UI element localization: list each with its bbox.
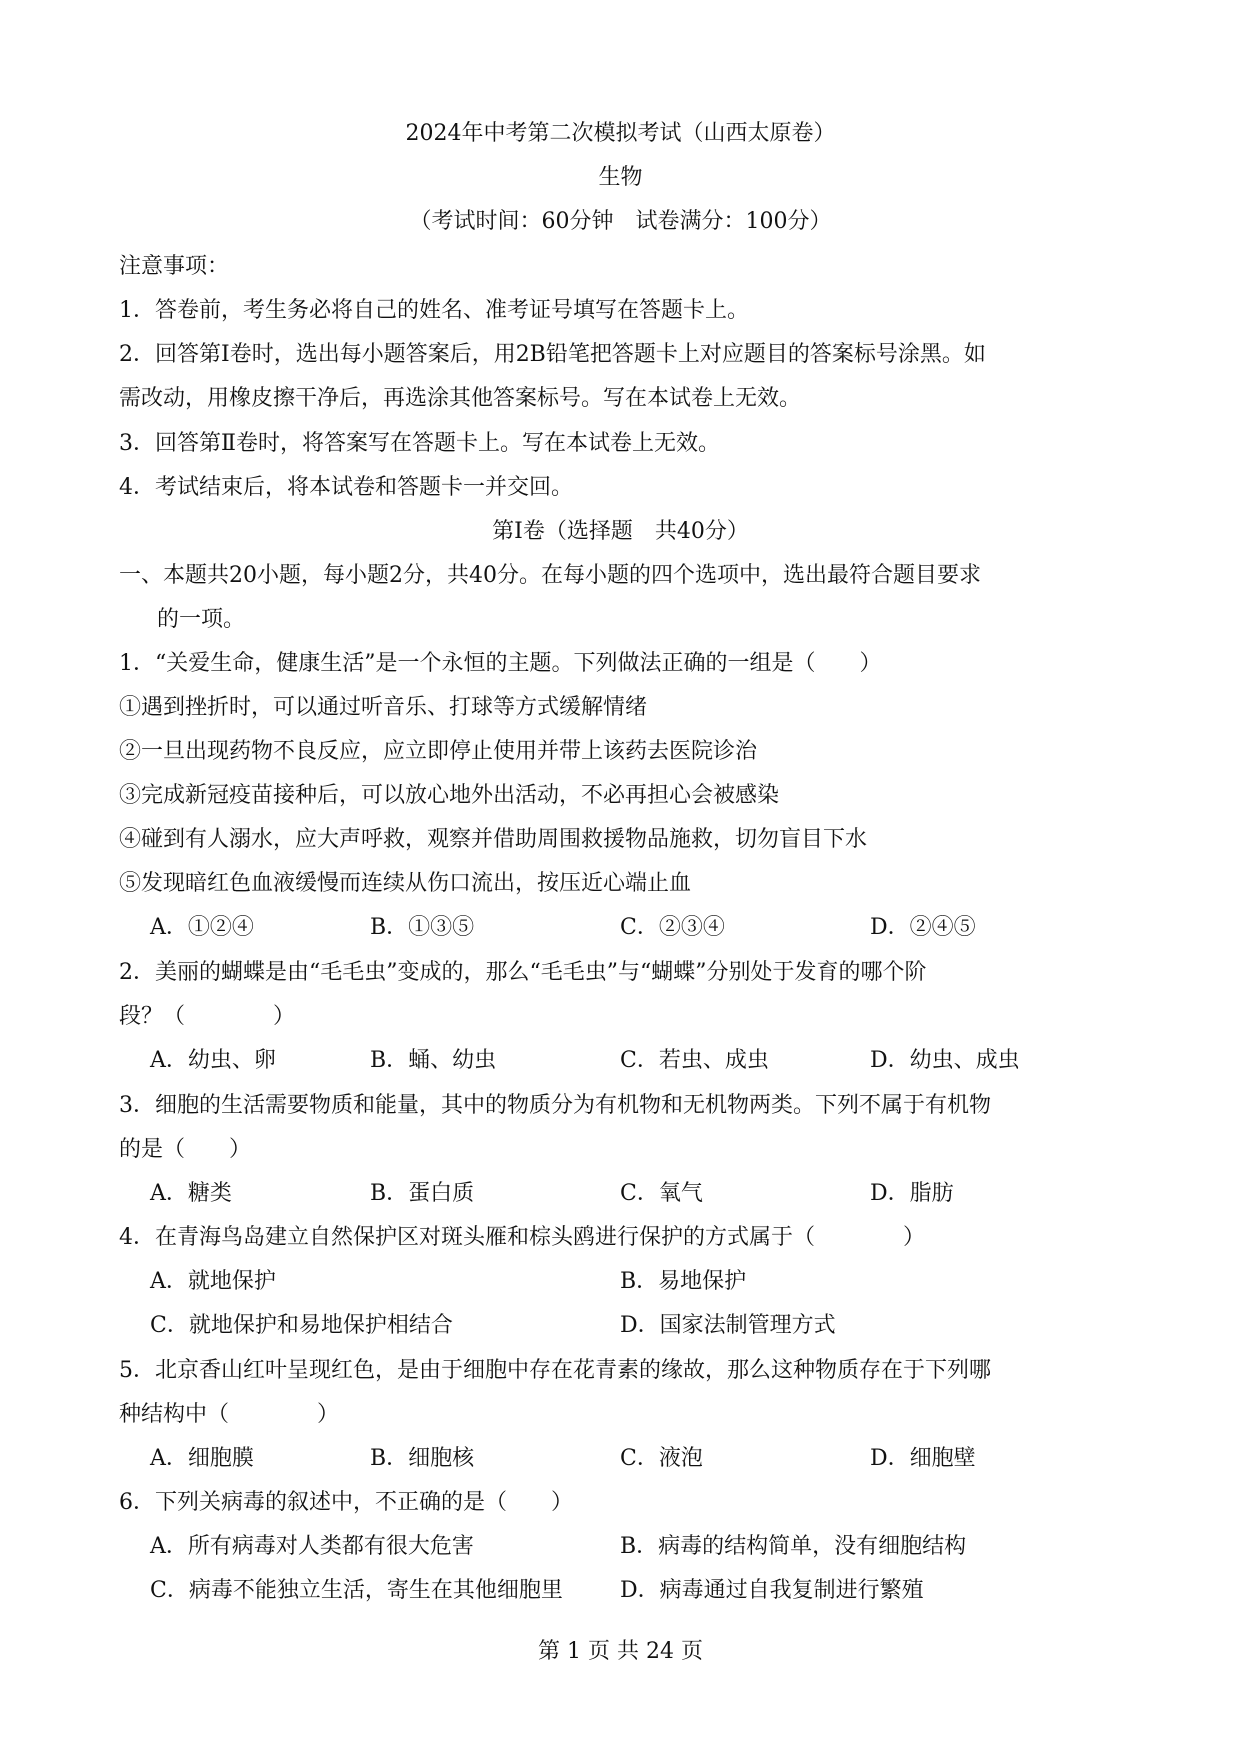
- page-number: 第 1 页 共 24 页: [538, 1639, 703, 1664]
- question-6-stem: 6．下列关病毒的叙述中，不正确的是（ ）: [119, 1490, 573, 1515]
- subject-title: 生物: [598, 165, 643, 190]
- option-a: A．就地保护: [150, 1269, 276, 1294]
- question-1-item: ⑤发现暗红色血液缓慢而连续从伤口流出，按压近心端止血: [119, 871, 692, 896]
- question-3-stem: 3．细胞的生活需要物质和能量，其中的物质分为有机物和无机物两类。下列不属于有机物: [119, 1093, 992, 1118]
- option-b: B．蛹、幼虫: [370, 1048, 497, 1073]
- note-item: 1．答卷前，考生务必将自己的姓名、准考证号填写在答题卡上。: [119, 298, 749, 323]
- option-d: D．细胞壁: [870, 1446, 976, 1471]
- option-d: D．幼虫、成虫: [870, 1048, 1020, 1073]
- option-c: C．②③④: [620, 915, 725, 940]
- option-a: A．细胞膜: [150, 1446, 254, 1471]
- question-1-stem: 1．“关爱生命，健康生活”是一个永恒的主题。下列做法正确的一组是（ ）: [119, 651, 882, 676]
- question-5-stem: 5．北京香山红叶呈现红色，是由于细胞中存在花青素的缘故，那么这种物质存在于下列哪: [119, 1358, 992, 1383]
- option-c: C．氧气: [620, 1181, 703, 1206]
- option-b: B．细胞核: [370, 1446, 475, 1471]
- note-item: 需改动，用橡皮擦干净后，再选涂其他答案标号。写在本试卷上无效。: [119, 386, 802, 411]
- option-b: B．病毒的结构简单，没有细胞结构: [620, 1534, 967, 1559]
- note-item: 4．考试结束后，将本试卷和答题卡一并交回。: [119, 475, 573, 500]
- option-a: A．幼虫、卵: [150, 1048, 276, 1073]
- exam-info: （考试时间：60分钟 试卷满分：100分）: [409, 209, 832, 234]
- question-1-item: ②一旦出现药物不良反应，应立即停止使用并带上该药去医院诊治: [119, 739, 758, 764]
- option-b: B．易地保护: [620, 1269, 747, 1294]
- question-2-stem: 2．美丽的蝴蝶是由“毛毛虫”变成的，那么“毛毛虫”与“蝴蝶”分别处于发育的哪个阶: [119, 960, 927, 985]
- option-d: D．国家法制管理方式: [620, 1313, 836, 1338]
- option-c: C．病毒不能独立生活，寄生在其他细胞里: [150, 1578, 563, 1603]
- note-item: 3．回答第Ⅱ卷时，将答案写在答题卡上。写在本试卷上无效。: [119, 431, 720, 456]
- option-c: C．就地保护和易地保护相结合: [150, 1313, 453, 1338]
- question-1-item: ④碰到有人溺水，应大声呼救，观察并借助周围救援物品施救，切勿盲目下水: [119, 827, 868, 852]
- question-2-stem-cont: 段？（ ）: [119, 1004, 296, 1029]
- option-a: A．所有病毒对人类都有很大危害: [150, 1534, 474, 1559]
- question-4-stem: 4．在青海鸟岛建立自然保护区对斑头雁和棕头鸥进行保护的方式属于（ ）: [119, 1225, 925, 1250]
- option-d: D．脂肪: [870, 1181, 954, 1206]
- question-1-item: ①遇到挫折时，可以通过听音乐、打球等方式缓解情绪: [119, 695, 648, 720]
- notes-heading: 注意事项：: [119, 254, 230, 279]
- option-d: D．病毒通过自我复制进行繁殖: [620, 1578, 924, 1603]
- option-d: D．②④⑤: [870, 915, 976, 940]
- option-b: B．①③⑤: [370, 915, 475, 940]
- exam-title: 2024年中考第二次模拟考试（山西太原卷）: [405, 121, 836, 146]
- question-5-stem-cont: 种结构中（ ）: [119, 1402, 340, 1427]
- option-c: C．若虫、成虫: [620, 1048, 769, 1073]
- question-1-item: ③完成新冠疫苗接种后，可以放心地外出活动，不必再担心会被感染: [119, 783, 780, 808]
- option-a: A．糖类: [150, 1181, 232, 1206]
- section-instruction-cont: 的一项。: [157, 607, 246, 632]
- option-b: B．蛋白质: [370, 1181, 475, 1206]
- note-item: 2．回答第Ⅰ卷时，选出每小题答案后，用2B铅笔把答题卡上对应题目的答案标号涂黑。如: [119, 342, 986, 367]
- section-title: 第Ⅰ卷（选择题 共40分）: [492, 519, 749, 544]
- question-3-stem-cont: 的是（ ）: [119, 1137, 252, 1162]
- option-a: A．①②④: [150, 915, 254, 940]
- option-c: C．液泡: [620, 1446, 703, 1471]
- section-instruction: 一、本题共20小题，每小题2分，共40分。在每小题的四个选项中，选出最符合题目要求: [119, 563, 981, 588]
